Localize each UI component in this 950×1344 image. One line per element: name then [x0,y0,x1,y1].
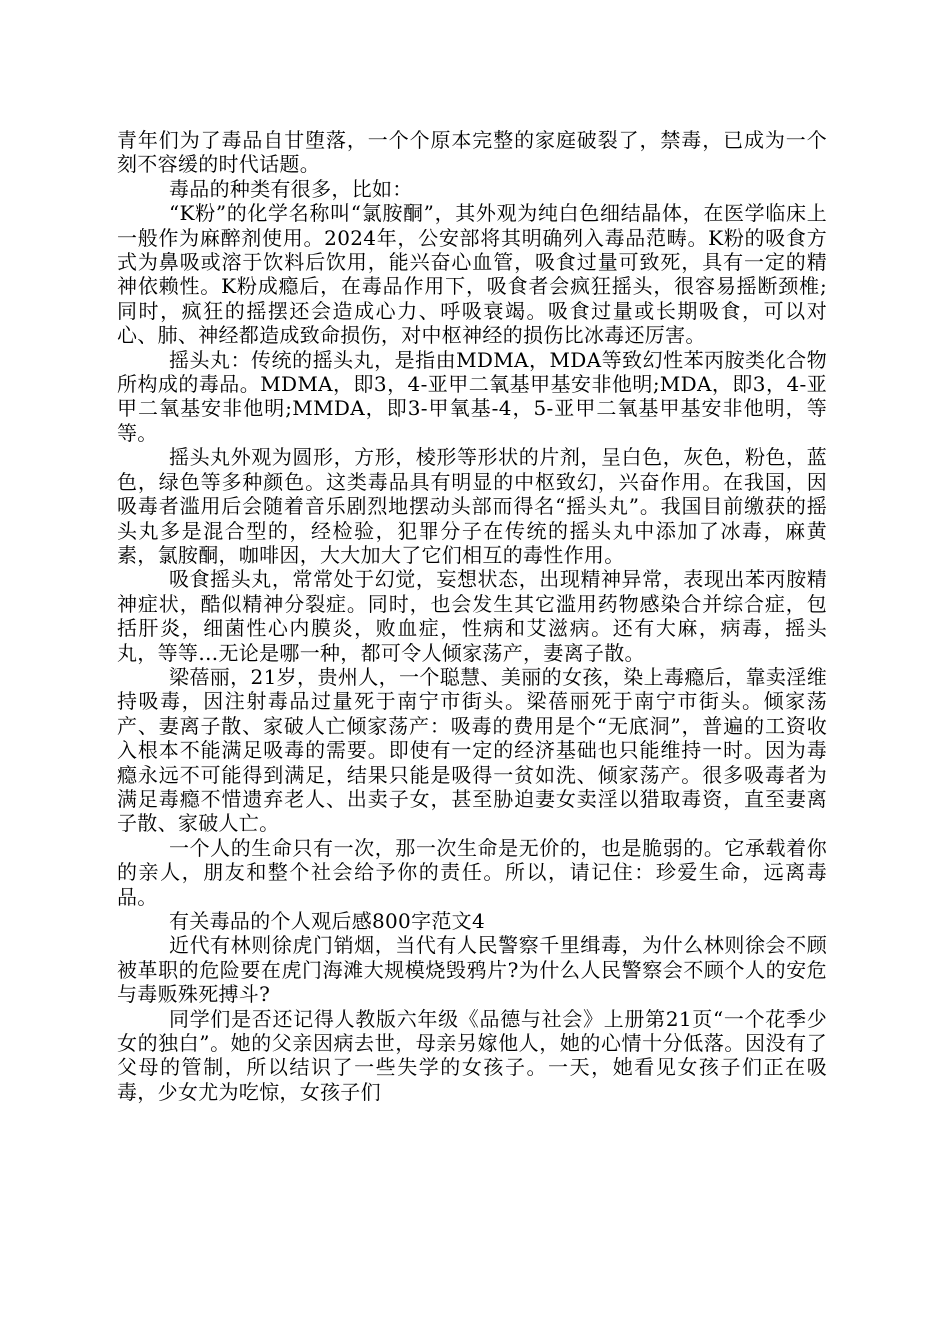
paragraph: 梁蓓丽，21岁，贵州人，一个聪慧、美丽的女孩，染上毒瘾后，靠卖淫维持吸毒，因注射毒品过量死于南宁市街头。梁蓓丽死于南宁市街头。倾家荡产、妻离子散、家破人亡倾家荡产：吸毒的费用是个“无底洞”，普遍的工资收入根本不能满足吸毒的需要。即使有一定的经济基础也只能维持一时。因为毒瘾永远不可能得到满足，结果只能是吸得一贫如洗、倾家荡产。很多吸毒者为满足毒瘾不惜遗弃老人、出卖子女，甚至胁迫妻女卖淫以猎取毒资，直至妻离子散、家破人亡。 [117,664,827,836]
paragraph: “K粉”的化学名称叫“氯胺酮”，其外观为纯白色细结晶体，在医学临床上一般作为麻醉剂使用。2024年，公安部将其明确列入毒品范畴。K粉的吸食方式为鼻吸或溶于饮料后饮用，能兴奋心血管，吸食过量可致死，具有一定的精神依赖性。K粉成瘾后，在毒品作用下，吸食者会疯狂摇头，很容易摇断颈椎;同时，疯狂的摇摆还会造成心力、呼吸衰竭。吸食过量或长期吸食，可以对心、肺、神经都造成致命损伤，对中枢神经的损伤比冰毒还厉害。 [117,201,827,348]
paragraph: 同学们是否还记得人教版六年级《品德与社会》上册第21页“一个花季少女的独白”。她的父亲因病去世，母亲另嫁他人，她的心情十分低落。因没有了父母的管制，所以结识了一些失学的女孩子。一天，她看见女孩子们正在吸毒，少女尤为吃惊，女孩子们 [117,1006,827,1104]
section-heading: 有关毒品的个人观后感800字范文4 [169,909,485,933]
paragraph: 摇头丸：传统的摇头丸，是指由MDMA，MDA等致幻性苯丙胺类化合物所构成的毒品。MDMA，即3，4-亚甲二氧基甲基安非他明;MDA，即3，4-亚甲二氧基安非他明;MMDA，即3-甲氧基-4，5-亚甲二氧基甲基安非他明，等等。 [117,347,827,445]
document-body [117,128,827,1104]
paragraph: 毒品的种类有很多，比如： [169,176,413,201]
paragraph: 一个人的生命只有一次，那一次生命是无价的，也是脆弱的。它承载着你的亲人，朋友和整个社会给予你的责任。所以，请记住：珍爱生命，远离毒品。 [117,835,827,909]
paragraph: 近代有林则徐虎门销烟，当代有人民警察千里缉毒，为什么林则徐会不顾被革职的危险要在虎门海滩大规模烧毁鸦片?为什么人民警察会不顾个人的安危与毒贩殊死搏斗? [117,933,827,1007]
paragraph: 吸食摇头丸，常常处于幻觉，妄想状态，出现精神异常，表现出苯丙胺精神症状，酷似精神分裂症。同时，也会发生其它滥用药物感染合并综合症，包括肝炎，细菌性心内膜炎，败血症，性病和艾滋病。还有大麻，病毒，摇头丸，等等…无论是哪一种，都可令人倾家荡产，妻离子散。 [117,567,827,665]
paragraph: 青年们为了毒品自甘堕落，一个个原本完整的家庭破裂了，禁毒，已成为一个刻不容缓的时代话题。 [117,128,827,177]
paragraph: 摇头丸外观为圆形，方形，棱形等形状的片剂，呈白色，灰色，粉色，蓝色，绿色等多种颜色。这类毒品具有明显的中枢致幻，兴奋作用。在我国，因吸毒者滥用后会随着音乐剧烈地摆动头部而得名“摇头丸”。我国目前缴获的摇头丸多是混合型的，经检验，犯罪分子在传统的摇头丸中添加了冰毒，麻黄素，氯胺酮，咖啡因，大大加大了它们相互的毒性作用。 [117,445,827,567]
